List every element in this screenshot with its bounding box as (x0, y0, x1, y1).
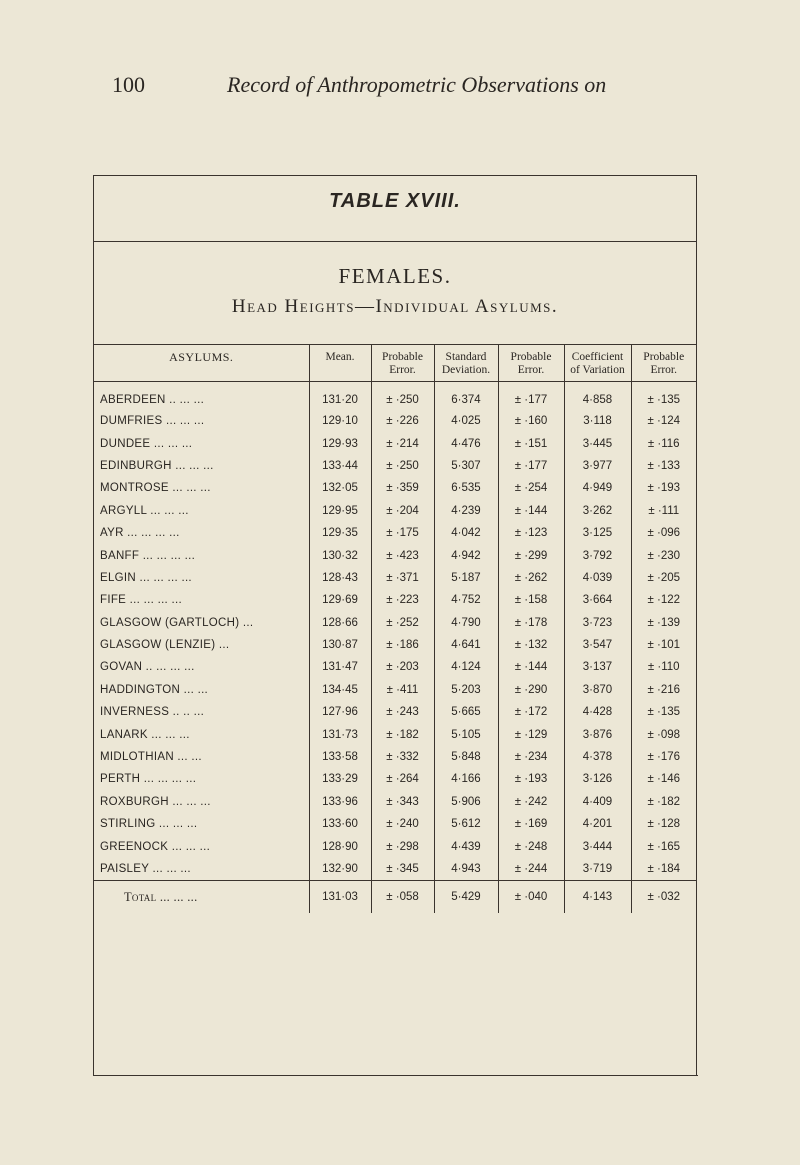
table-cell: 131·47 (309, 656, 371, 678)
table-cell: 4·943 (434, 858, 498, 881)
table-cell: ± ·193 (498, 768, 564, 790)
table-cell: 3·262 (564, 500, 631, 522)
table-cell: ± ·248 (498, 835, 564, 857)
table-cell: 3·445 (564, 432, 631, 454)
table-cell: 5·848 (434, 746, 498, 768)
asylum-name: GLASGOW (LENZIE) ... (100, 639, 230, 652)
table-cell: 4·439 (434, 835, 498, 857)
table-cell: 3·118 (564, 410, 631, 432)
table-cell: ± ·096 (631, 522, 696, 544)
table-cell: 3·664 (564, 589, 631, 611)
table-cell: ± ·151 (498, 432, 564, 454)
total-cell: 5·429 (434, 881, 498, 914)
table-cell: 133·58 (309, 746, 371, 768)
asylum-name: ABERDEEN .. ... ... (100, 394, 205, 406)
table-cell: ± ·135 (631, 382, 696, 411)
table-cell: 133·44 (309, 455, 371, 477)
column-header: Probable Error. (371, 345, 434, 382)
table-container (93, 175, 697, 1076)
table-cell: ± ·132 (498, 634, 564, 656)
column-header: Mean. (309, 345, 371, 382)
column-header: Standard Deviation. (434, 345, 498, 382)
table-cell: 4·201 (564, 813, 631, 835)
table-row (94, 813, 696, 835)
table-row (94, 858, 696, 881)
table-cell: ± ·254 (498, 477, 564, 499)
divider (94, 241, 696, 242)
table-cell: 4·124 (434, 656, 498, 678)
table-cell: 130·87 (309, 634, 371, 656)
table-cell: ± ·240 (371, 813, 434, 835)
table-row (94, 679, 696, 701)
table-cell: ± ·299 (498, 544, 564, 566)
table-cell: ± ·098 (631, 723, 696, 745)
table-cell: ± ·214 (371, 432, 434, 454)
table-cell: ± ·178 (498, 612, 564, 634)
column-header: Coefficient of Variation (564, 345, 631, 382)
table-cell: ± ·205 (631, 567, 696, 589)
total-cell: ± ·032 (631, 881, 696, 914)
table-cell: ± ·182 (631, 791, 696, 813)
table-cell: 4·378 (564, 746, 631, 768)
table-cell: 5·906 (434, 791, 498, 813)
table-cell: ± ·146 (631, 768, 696, 790)
table-cell: ± ·230 (631, 544, 696, 566)
table-cell: ± ·262 (498, 567, 564, 589)
table-subheading: Head Heights—Individual Asylums. (231, 296, 559, 317)
table-cell: 6·535 (434, 477, 498, 499)
asylum-name: PAISLEY ... ... ... (100, 863, 191, 875)
column-header: ASYLUMS. (94, 345, 309, 382)
table-cell: 4·166 (434, 768, 498, 790)
table-cell: ± ·111 (631, 500, 696, 522)
table-cell: ± ·345 (371, 858, 434, 881)
table-cell: 127·96 (309, 701, 371, 723)
page-header (112, 72, 712, 108)
table-cell: ± ·182 (371, 723, 434, 745)
asylum-name: FIFE ... ... ... ... (100, 594, 183, 607)
table-cell: 3·792 (564, 544, 631, 566)
asylum-name: AYR ... ... ... ... (100, 527, 180, 540)
table-cell: 5·612 (434, 813, 498, 835)
running-title: Record of Anthropometric Observations on (227, 72, 607, 97)
table-row (94, 500, 696, 522)
asylum-name: ELGIN ... ... ... ... (100, 571, 192, 584)
asylum-name: MIDLOTHIAN ... ... (100, 751, 202, 764)
table-cell: 3·870 (564, 679, 631, 701)
table-cell: 131·73 (309, 723, 371, 745)
asylum-name: ROXBURGH ... ... ... (100, 795, 211, 808)
table-cell: 3·977 (564, 455, 631, 477)
table-row (94, 656, 696, 678)
total-row (94, 881, 696, 914)
table-cell: ± ·411 (371, 679, 434, 701)
asylum-name: GOVAN .. ... ... ... (100, 661, 195, 674)
table-row (94, 746, 696, 768)
table-cell: 4·476 (434, 432, 498, 454)
table-cell: ± ·160 (498, 410, 564, 432)
table-cell: ± ·250 (371, 455, 434, 477)
table-cell: 3·125 (564, 522, 631, 544)
table-cell: ± ·135 (631, 701, 696, 723)
table-row (94, 455, 696, 477)
table-cell: ± ·193 (631, 477, 696, 499)
total-cell: ± ·040 (498, 881, 564, 914)
table-cell: ± ·144 (498, 500, 564, 522)
table-cell: 3·126 (564, 768, 631, 790)
header-row (94, 345, 696, 382)
table-cell: ± ·133 (631, 455, 696, 477)
table-cell: ± ·252 (371, 612, 434, 634)
table-cell: ± ·129 (498, 723, 564, 745)
table-cell: 4·428 (564, 701, 631, 723)
asylum-name: INVERNESS .. .. ... (100, 706, 205, 719)
table-cell: ± ·234 (498, 746, 564, 768)
table-row (94, 410, 696, 432)
table-cell: 4·949 (564, 477, 631, 499)
table-cell: 5·665 (434, 701, 498, 723)
table-cell: ± ·332 (371, 746, 434, 768)
asylum-name: DUNDEE ... ... ... (100, 437, 193, 450)
table-cell: ± ·139 (631, 612, 696, 634)
table-cell: 132·90 (309, 858, 371, 881)
table-cell: 5·307 (434, 455, 498, 477)
table-cell: 131·20 (309, 382, 371, 411)
table-cell: ± ·203 (371, 656, 434, 678)
asylum-name: GLASGOW (GARTLOCH) ... (100, 616, 254, 629)
table-cell: ± ·184 (631, 858, 696, 881)
table-cell: 3·719 (564, 858, 631, 881)
table-cell: ± ·144 (498, 656, 564, 678)
table-cell: ± ·343 (371, 791, 434, 813)
table-cell: 4·752 (434, 589, 498, 611)
data-table (94, 344, 696, 913)
asylum-name: BANFF ... ... ... ... (100, 549, 196, 562)
table-cell: ± ·124 (631, 410, 696, 432)
table-cell: ± ·128 (631, 813, 696, 835)
sex-heading: FEMALES. (338, 264, 452, 288)
total-cell: 4·143 (564, 881, 631, 914)
asylum-name: DUMFRIES ... ... ... (100, 415, 205, 428)
total-label: Total ... ... ... (94, 881, 309, 914)
table-cell: 129·69 (309, 589, 371, 611)
table-cell: 3·723 (564, 612, 631, 634)
table-cell: 129·10 (309, 410, 371, 432)
table-cell: ± ·250 (371, 382, 434, 411)
table-row (94, 701, 696, 723)
table-cell: 3·137 (564, 656, 631, 678)
table-cell: 4·239 (434, 500, 498, 522)
table-cell: ± ·169 (498, 813, 564, 835)
table-cell: ± ·244 (498, 858, 564, 881)
table-cell: 132·05 (309, 477, 371, 499)
table-cell: 4·942 (434, 544, 498, 566)
table-row (94, 634, 696, 656)
table-cell: ± ·223 (371, 589, 434, 611)
table-row (94, 544, 696, 566)
table-cell: ± ·175 (371, 522, 434, 544)
table-row (94, 612, 696, 634)
table-cell: ± ·101 (631, 634, 696, 656)
table-cell: 4·025 (434, 410, 498, 432)
table-cell: ± ·242 (498, 791, 564, 813)
table-cell: 129·93 (309, 432, 371, 454)
table-cell: 5·187 (434, 567, 498, 589)
table-cell: 4·409 (564, 791, 631, 813)
table-cell: 133·96 (309, 791, 371, 813)
asylum-name: LANARK ... ... ... (100, 728, 190, 741)
table-cell: 128·43 (309, 567, 371, 589)
table-cell: 4·042 (434, 522, 498, 544)
table-row (94, 835, 696, 857)
table-cell: ± ·172 (498, 701, 564, 723)
total-cell: ± ·058 (371, 881, 434, 914)
table-row (94, 382, 696, 411)
table-cell: ± ·264 (371, 768, 434, 790)
total-cell: 131·03 (309, 881, 371, 914)
table-cell: ± ·165 (631, 835, 696, 857)
table-cell: 128·90 (309, 835, 371, 857)
table-cell: ± ·110 (631, 656, 696, 678)
table-cell: 3·444 (564, 835, 631, 857)
asylum-name: EDINBURGH ... ... ... (100, 459, 214, 472)
table-cell: ± ·116 (631, 432, 696, 454)
column-header: Probable Error. (498, 345, 564, 382)
asylum-name: MONTROSE ... ... ... (100, 482, 211, 495)
asylum-name: GREENOCK ... ... ... (100, 840, 211, 853)
table-row (94, 791, 696, 813)
table-cell: 4·039 (564, 567, 631, 589)
asylum-name: ARGYLL ... ... ... (100, 504, 189, 517)
table-cell: 129·35 (309, 522, 371, 544)
page-number: 100 (112, 72, 145, 97)
table-cell: ± ·226 (371, 410, 434, 432)
asylum-name: HADDINGTON ... ... (100, 683, 209, 696)
table-row (94, 567, 696, 589)
table-cell: 3·876 (564, 723, 631, 745)
table-cell: ± ·122 (631, 589, 696, 611)
table-cell: 129·95 (309, 500, 371, 522)
table-cell: 6·374 (434, 382, 498, 411)
bottom-rule (93, 1075, 698, 1076)
table-cell: ± ·177 (498, 382, 564, 411)
table-cell: 4·790 (434, 612, 498, 634)
table-cell: ± ·298 (371, 835, 434, 857)
table-cell: ± ·204 (371, 500, 434, 522)
table-cell: 5·203 (434, 679, 498, 701)
table-row (94, 768, 696, 790)
table-cell: ± ·423 (371, 544, 434, 566)
table-cell: ± ·158 (498, 589, 564, 611)
table-row (94, 522, 696, 544)
table-cell: ± ·176 (631, 746, 696, 768)
table-cell: 3·547 (564, 634, 631, 656)
asylum-name: PERTH ... ... ... ... (100, 773, 197, 786)
table-cell: 133·60 (309, 813, 371, 835)
table-cell: ± ·177 (498, 455, 564, 477)
table-cell: 133·29 (309, 768, 371, 790)
table-cell: 5·105 (434, 723, 498, 745)
table-label: TABLE XVIII. (329, 190, 461, 212)
table-cell: ± ·216 (631, 679, 696, 701)
table-cell: ± ·186 (371, 634, 434, 656)
table-cell: 134·45 (309, 679, 371, 701)
table-cell: ± ·371 (371, 567, 434, 589)
table-cell: ± ·243 (371, 701, 434, 723)
table-cell: 4·858 (564, 382, 631, 411)
table-row (94, 432, 696, 454)
table-row (94, 589, 696, 611)
table-cell: ± ·290 (498, 679, 564, 701)
table-row (94, 477, 696, 499)
table-cell: 128·66 (309, 612, 371, 634)
table-cell: ± ·123 (498, 522, 564, 544)
table-cell: ± ·359 (371, 477, 434, 499)
table-cell: 4·641 (434, 634, 498, 656)
asylum-name: STIRLING ... ... ... (100, 818, 198, 831)
table-row (94, 723, 696, 745)
table-cell: 130·32 (309, 544, 371, 566)
column-header: Probable Error. (631, 345, 696, 382)
